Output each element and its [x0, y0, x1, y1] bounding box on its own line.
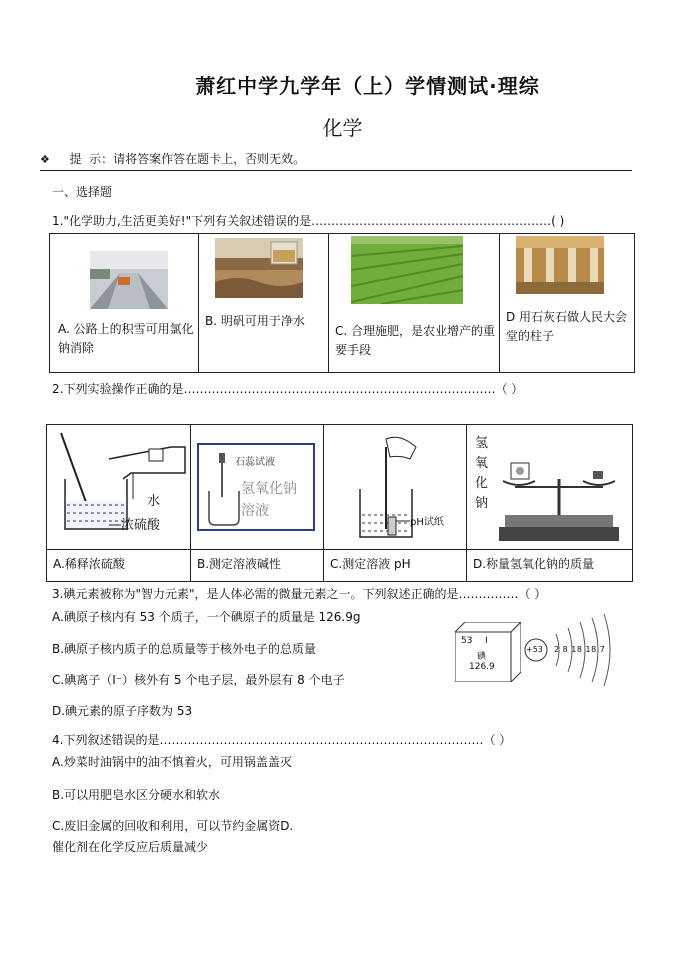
electron-shells: 2 8 18 18 7 — [554, 645, 606, 654]
water-label: 水 — [147, 494, 161, 509]
q2-option-d — [467, 550, 633, 582]
q2-option-a — [47, 550, 191, 582]
q3-option-b: B.碘原子核内质子的总质量等于核外电子的总质量 — [52, 642, 317, 656]
q4-option-b: B.可以用肥皂水区分硬水和软水 — [52, 788, 221, 802]
q1-option-d — [500, 234, 635, 373]
section-heading: 一、选择题 — [52, 185, 113, 199]
q1-option-b — [199, 234, 329, 373]
naoh-char-2: 氧 — [475, 456, 489, 471]
farm-field-photo — [351, 236, 463, 304]
q3-option-c: C.碘离子（I⁻）核外有 5 个电子层，最外层有 8 个电子 — [52, 673, 345, 687]
q4-stem: 4.下列叙述错误的是………………………………………………………………………（ ） — [52, 733, 512, 747]
q1-option-c — [329, 234, 500, 373]
hint-line — [40, 150, 305, 167]
hint-label: 提 示： — [69, 152, 114, 166]
dilute-acid-diagram — [51, 429, 191, 549]
q2-option-c — [324, 550, 467, 582]
atomic-mass: 126.9 — [469, 662, 495, 672]
q1-option-a-caption: A. 公路上的积雪可用氯化钠消除 — [58, 322, 194, 355]
litmus-test-diagram — [197, 443, 315, 531]
great-hall-pillars-photo — [516, 236, 604, 294]
water-purification-photo — [215, 238, 303, 298]
acid-label: 浓硫酸 — [121, 518, 161, 533]
iodine-atom-structure — [516, 612, 616, 688]
q4-option-d: 催化剂在化学反应后质量减少 — [52, 840, 209, 854]
q1-options-table — [49, 233, 635, 373]
q3-option-d: D.碘元素的原子序数为 53 — [52, 704, 193, 718]
q1-option-c-caption: C. 合理施肥，是农业增产的重要手段 — [335, 324, 496, 357]
element-symbol: I — [485, 636, 488, 646]
q2-option-a-caption: A.稀释浓硫酸 — [53, 557, 125, 571]
q2-option-b-figure — [191, 425, 324, 550]
ph-paper-label: pH试纸 — [410, 517, 444, 528]
q4-option-a: A.炒菜时油锅中的油不慎着火，可用锅盖盖灭 — [52, 755, 292, 769]
naoh-char-3: 化 — [475, 476, 489, 491]
q2-option-c-caption: C.测定溶液 pH — [330, 557, 411, 571]
q2-stem: 2.下列实验操作正确的是……………………………………………………………………（ ） — [52, 382, 524, 396]
subject-title: 化学 — [322, 116, 363, 140]
balance-scale-diagram — [469, 427, 635, 549]
q2-options-table — [46, 424, 633, 582]
nucleus-charge: +53 — [526, 645, 543, 654]
element-name: 碘 — [477, 652, 487, 662]
q2-option-d-figure — [467, 425, 633, 550]
q1-option-b-caption: B. 明矾可用于净水 — [205, 314, 305, 328]
snowy-road-photo — [90, 251, 168, 309]
solution-label: 溶液 — [241, 503, 269, 519]
q2-option-d-caption: D.称量氢氧化钠的质量 — [473, 557, 595, 571]
q3-stem: 3.碘元素被称为"智力元素"，是人体必需的微量元素之一。下列叙述正确的是……………（ ） — [52, 587, 547, 601]
header-divider — [40, 170, 632, 171]
hint-text: 请将答案作答在题卡上，否则无效。 — [113, 152, 306, 166]
q2-option-c-figure — [324, 425, 467, 550]
atomic-number: 53 — [461, 636, 473, 646]
q4-option-c: C.废旧金属的回收和利用，可以节约金属资D. — [52, 819, 294, 833]
q1-option-a — [50, 234, 199, 373]
litmus-label: 石蕊试液 — [235, 457, 275, 468]
q2-option-b — [191, 550, 324, 582]
q1-option-d-caption: D 用石灰石做人民大会堂的柱子 — [506, 310, 628, 343]
iodine-element-card — [455, 622, 521, 682]
naoh-label: 氢氧化钠 — [241, 481, 297, 497]
q1-stem: 1."化学助力,生活更美好!"下列有关叙述错误的是……………………………………………………( ) — [52, 214, 565, 228]
q2-option-b-caption: B.测定溶液碱性 — [197, 557, 282, 571]
naoh-char-1: 氢 — [475, 436, 489, 451]
diamond-bullet-icon: ❖ — [40, 153, 50, 166]
q2-option-a-figure — [47, 425, 191, 550]
page-title: 萧红中学九学年（上）学情测试·理综 — [195, 74, 540, 98]
ph-test-diagram — [324, 429, 464, 549]
naoh-char-4: 钠 — [475, 496, 489, 511]
q3-option-a: A.碘原子核内有 53 个质子，一个碘原子的质量是 126.9g — [52, 610, 361, 624]
